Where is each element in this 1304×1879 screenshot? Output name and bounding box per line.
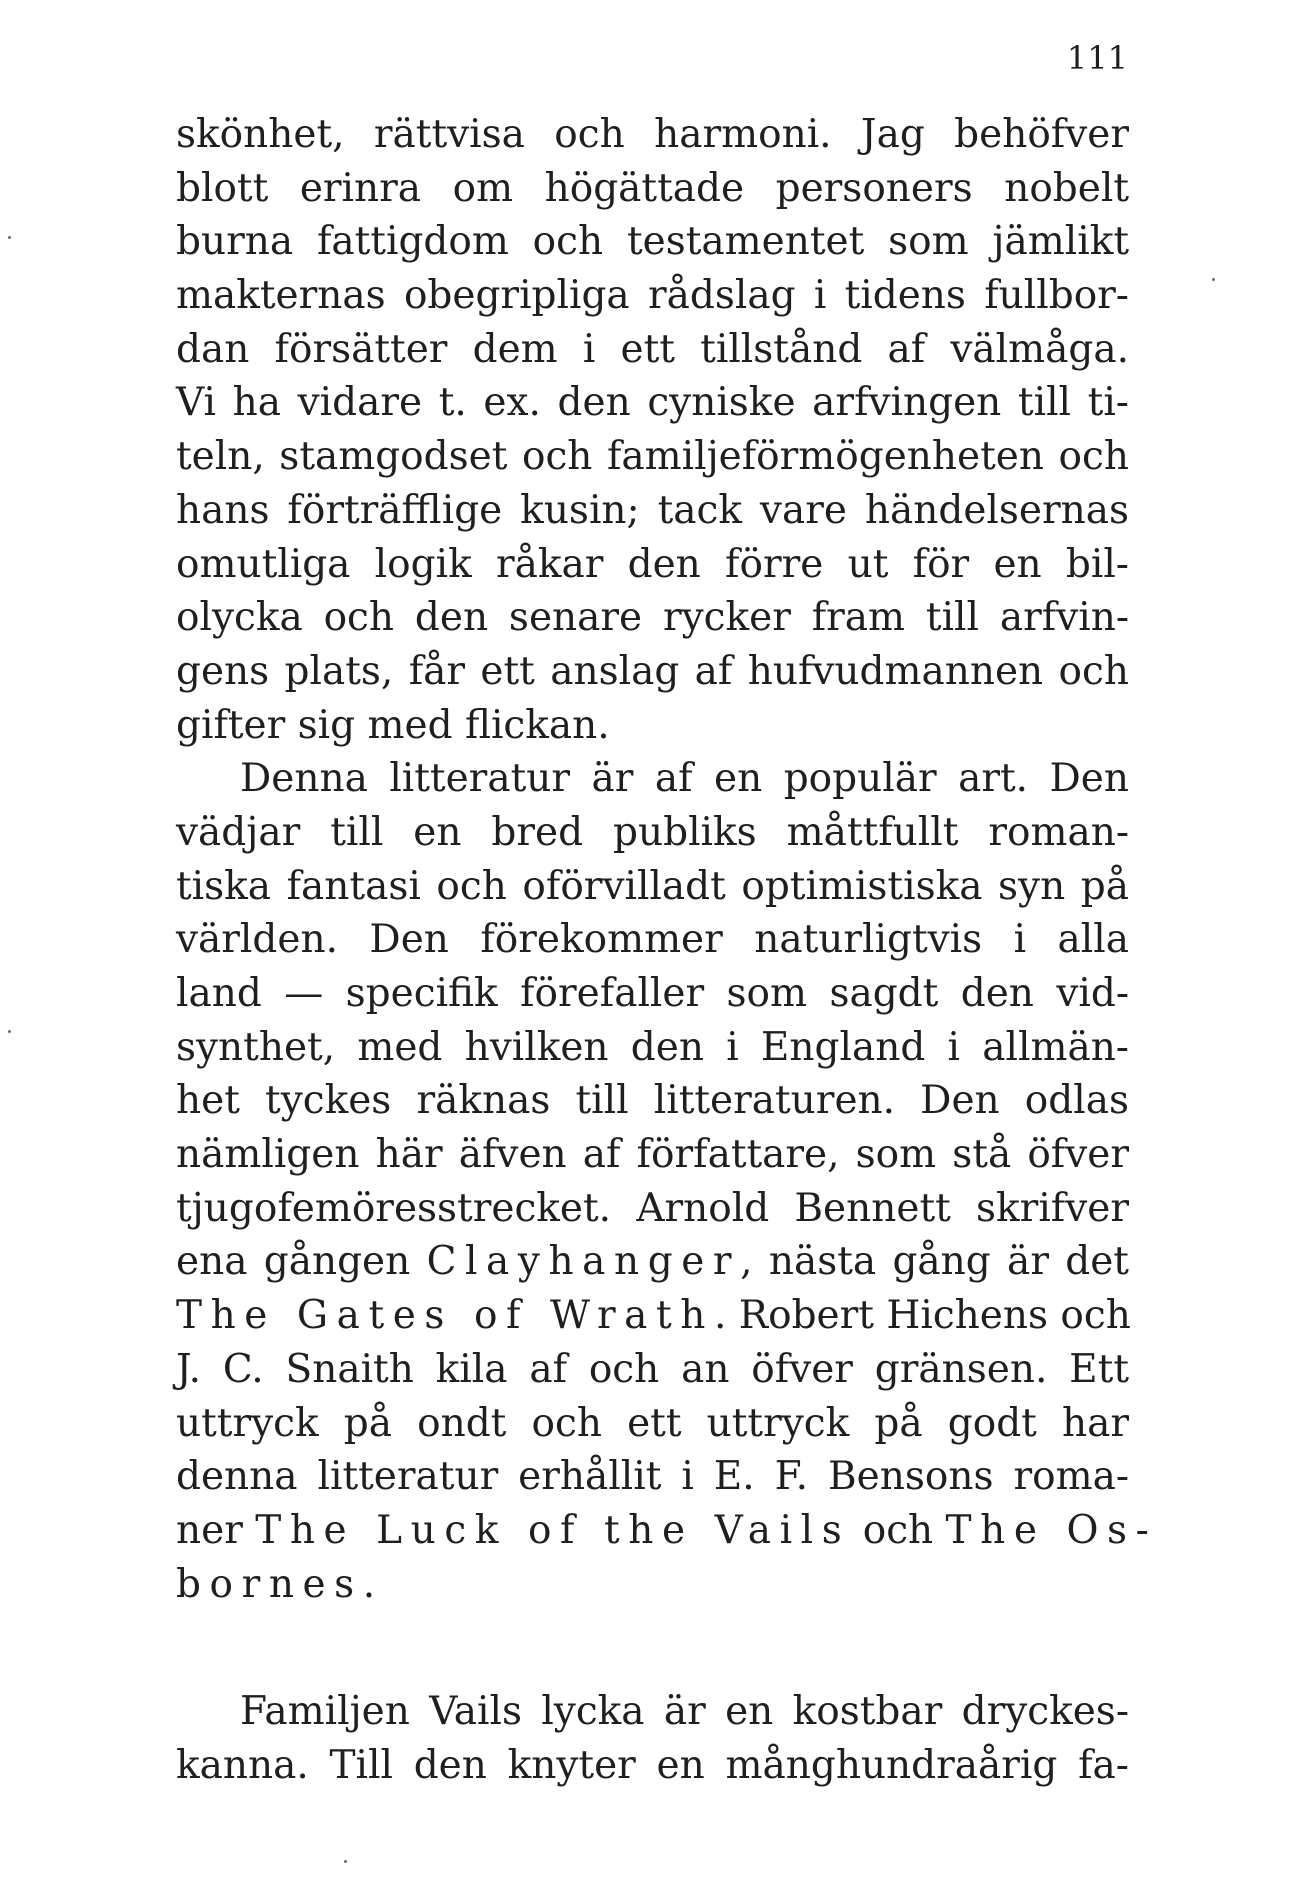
print-speck	[1212, 278, 1215, 281]
book-title-luck-of-the-vails: The Luck of the Vails	[255, 1507, 851, 1553]
text-line: burna fattigdom och testamentet som jämlikt	[176, 219, 1129, 265]
text-line: uttryck på ondt och ett uttryck på godt har	[176, 1400, 1129, 1446]
paragraph-2	[176, 752, 1158, 1611]
text-line: Vi ha vidare t. ex. den cyniske arfvingen till ti-	[176, 380, 1129, 426]
text-line: het tyckes räknas till litteraturen. Den odlas	[176, 1078, 1129, 1124]
text-line: olycka och den senare rycker fram till arfvin-	[176, 595, 1129, 641]
text-line: vädjar till en bred publiks måttfullt roman-	[176, 809, 1129, 855]
book-title-osbornes-start: The Os-	[945, 1507, 1158, 1553]
text-line: skönhet, rättvisa och harmoni. Jag behöfver	[176, 112, 1129, 157]
text-line: synthet, med hvilken den i England i allmän-	[176, 1024, 1129, 1070]
text-fragment: .	[362, 1561, 376, 1607]
text-line: omutliga logik råkar den förre ut för en bil-	[176, 541, 1129, 587]
text-line-with-title	[176, 1289, 1129, 1343]
text-line: tjugofemöresstrecket. Arnold Bennett skrifver	[176, 1185, 1129, 1231]
text-line: Denna litteratur är af en populär art. Den	[240, 756, 1129, 802]
text-fragment: ena gången	[176, 1239, 427, 1285]
text-line: land — specifik förefaller som sagdt den vid-	[176, 971, 1129, 1016]
text-line: teln, stamgodset och familjeförmögenheten och	[176, 434, 1129, 480]
text-line: tiska fantasi och oförvilladt optimistiska syn på	[176, 863, 1129, 909]
text-line: blott erinra om högättade personers nobelt	[176, 165, 1129, 211]
text-line: kanna. Till den knyter en månghundraårig fa-	[176, 1742, 1129, 1788]
paragraph-1	[176, 108, 1129, 752]
text-fragment: och	[850, 1507, 946, 1553]
text-line: denna litteratur erhållit i E. F. Bensons roma-	[176, 1454, 1129, 1500]
text-line: världen. Den förekommer naturligtvis i alla	[176, 917, 1129, 963]
text-fragment: , nästa gång är det	[740, 1239, 1129, 1285]
text-line: gifter sig med flickan.	[176, 702, 610, 748]
book-title-clayhanger: Clayhanger	[426, 1239, 741, 1285]
text-line: makternas obegripliga rådslag i tidens fullbor-	[176, 273, 1129, 319]
text-line: dan försätter dem i ett tillstånd af välmåga.	[176, 326, 1129, 372]
text-line: J. C. Snaith kila af och an öfver gränsen. Ett	[176, 1346, 1129, 1392]
text-line-with-title	[176, 1558, 1129, 1612]
paragraph-3	[176, 1685, 1129, 1792]
text-line: hans förträfflige kusin; tack vare händelsernas	[176, 487, 1129, 533]
book-title-gates-of-wrath: The Gates of Wrath	[176, 1293, 714, 1339]
print-speck	[8, 236, 11, 239]
section-gap	[176, 1611, 1129, 1685]
text-line-with-title	[176, 1504, 1158, 1558]
print-speck	[344, 1860, 347, 1863]
text-line-with-title	[176, 1235, 1129, 1289]
text-line: nämligen här äfven af författare, som stå öfver	[176, 1132, 1129, 1178]
text-line: gens plats, får ett anslag af hufvudmannen och	[176, 648, 1129, 694]
page-number: 111	[1066, 39, 1128, 77]
text-line: Familjen Vails lycka är en kostbar dryckes-	[240, 1689, 1129, 1735]
text-fragment: . Robert Hichens och	[713, 1293, 1131, 1339]
book-title-osbornes-end: bornes	[176, 1561, 363, 1607]
text-fragment: ner	[176, 1507, 256, 1553]
body-text	[176, 108, 1158, 1793]
print-speck	[8, 1030, 11, 1033]
